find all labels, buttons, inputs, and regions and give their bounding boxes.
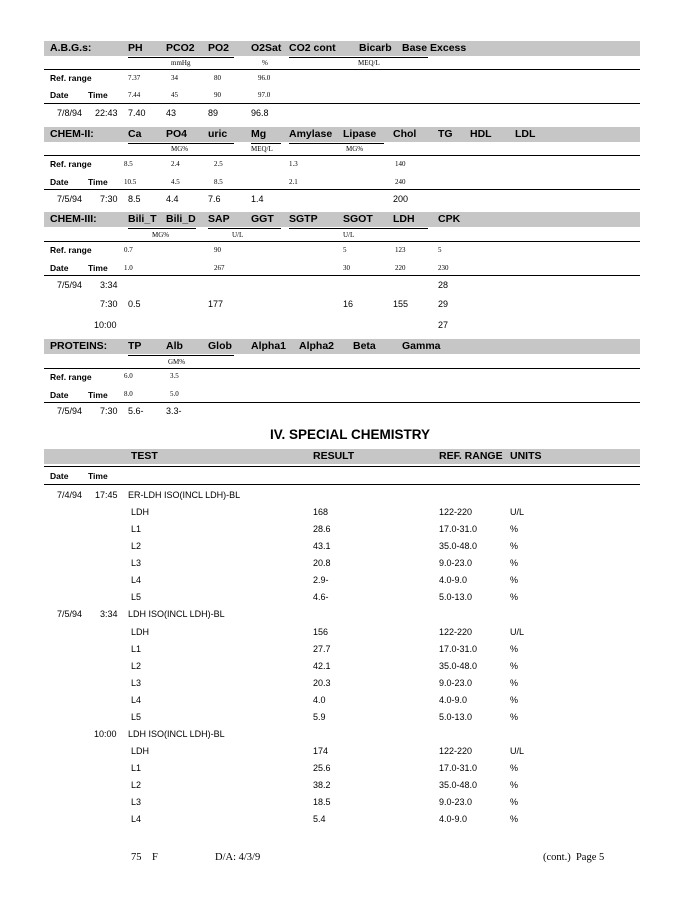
chem2-ref-low: 8.5: [124, 160, 133, 168]
special-item-ref: 4.0-9.0: [439, 575, 468, 585]
special-item-name: LDH: [131, 507, 150, 517]
chem2-ref-high: 10.5: [124, 178, 137, 186]
chem3-ref-high: 220: [395, 264, 406, 272]
special-item-ref: 17.0-31.0: [439, 644, 478, 654]
special-item-name: L3: [131, 797, 142, 807]
proteins-col-alpha2: Alpha2: [299, 340, 335, 352]
chem2-col-hdl: HDL: [470, 128, 492, 140]
special-item-result: 20.8: [313, 558, 331, 568]
chem3-col-bili-d: Bili_D: [166, 213, 196, 225]
abgs-unit-underline: [128, 57, 234, 58]
special-divider: [44, 466, 640, 467]
chem2-row-value: 7.6: [208, 194, 221, 204]
special-item-result: 25.6: [313, 763, 331, 773]
special-item-unit: U/L: [510, 746, 525, 756]
special-item-unit: %: [510, 558, 519, 568]
chem3-row-ldh: 155: [393, 299, 409, 309]
abgs-row-value: 7.40: [128, 108, 146, 118]
abgs-row-value: 96.8: [251, 108, 269, 118]
chem3-unit-underline: [208, 228, 281, 229]
special-item-ref: 17.0-31.0: [439, 524, 478, 534]
chem2-col-ca: Ca: [128, 128, 142, 140]
abgs-ref-low: 7.37: [128, 74, 141, 82]
proteins-ref-high: 5.0: [170, 390, 179, 398]
chem3-unit-mg-pct: MG%: [152, 231, 170, 239]
chem2-ref-high: 240: [395, 178, 406, 186]
chem3-ref-low: 0.7: [124, 246, 133, 254]
chem2-unit-underline: [289, 143, 384, 144]
special-item-result: 27.7: [313, 644, 331, 654]
special-item-name: L5: [131, 712, 142, 722]
abgs-row-value: 89: [208, 108, 219, 118]
special-group-time: 3:34: [100, 609, 118, 619]
special-date-label: Date: [50, 471, 69, 481]
chem2-ref-high: 2.1: [289, 178, 298, 186]
special-item-unit: U/L: [510, 627, 525, 637]
chem3-date-label: Date: [50, 263, 69, 273]
special-item-unit: %: [510, 575, 519, 585]
abgs-ref-high: 97.0: [258, 91, 271, 99]
chem3-ref-label: Ref. range: [50, 245, 92, 255]
special-item-result: 5.9: [313, 712, 326, 722]
special-item-unit: %: [510, 592, 519, 602]
chem3-divider: [44, 241, 640, 242]
abgs-ref-label: Ref. range: [50, 73, 92, 83]
chem3-ref-high: 1.0: [124, 264, 133, 272]
special-item-result: 20.3: [313, 678, 331, 688]
proteins-row-time: 7:30: [100, 406, 118, 416]
chem3-ref-low: 5: [343, 246, 347, 254]
special-item-unit: %: [510, 541, 519, 551]
chem2-ref-low: 2.5: [214, 160, 223, 168]
special-item-name: L4: [131, 814, 142, 824]
special-item-ref: 35.0-48.0: [439, 661, 478, 671]
proteins-ref-label: Ref. range: [50, 372, 92, 382]
chem3-time-label: Time: [88, 263, 108, 273]
special-item-result: 5.4: [313, 814, 326, 824]
chem2-col-lipase: Lipase: [343, 128, 377, 140]
special-item-unit: %: [510, 661, 519, 671]
special-item-name: L5: [131, 592, 142, 602]
special-item-result: 156: [313, 627, 329, 637]
special-item-name: L4: [131, 695, 142, 705]
proteins-row-date: 7/5/94: [57, 406, 83, 416]
chem2-row-date: 7/5/94: [57, 194, 83, 204]
special-item-name: L1: [131, 524, 142, 534]
chem3-ref-high: 230: [438, 264, 449, 272]
special-item-ref: 122-220: [439, 627, 473, 637]
abgs-unit-meql: MEQ/L: [358, 59, 380, 67]
special-item-name: L1: [131, 644, 142, 654]
chem3-row-bili-t: 0.5: [128, 299, 141, 309]
abgs-ref-low: 34: [171, 74, 178, 82]
proteins-ref-low: 3.5: [170, 372, 179, 380]
chem3-row-cpk: 29: [438, 299, 449, 309]
proteins-divider: [44, 402, 640, 403]
chem3-unit-ul: U/L: [232, 231, 244, 239]
special-divider: [44, 484, 640, 485]
chem2-col-amylase: Amylase: [289, 128, 333, 140]
special-item-unit: %: [510, 780, 519, 790]
footer-patient-code: 75 F: [131, 852, 158, 863]
proteins-date-label: Date: [50, 390, 69, 400]
special-item-result: 4.0: [313, 695, 326, 705]
abgs-ref-low: 96.0: [258, 74, 271, 82]
special-item-ref: 5.0-13.0: [439, 712, 473, 722]
special-item-name: LDH: [131, 746, 150, 756]
chem3-row-cpk: 27: [438, 320, 449, 330]
chem3-row-sgot: 16: [343, 299, 354, 309]
special-group-date: 7/5/94: [57, 609, 83, 619]
chem2-unit-underline: [251, 143, 281, 144]
chem2-divider: [44, 155, 640, 156]
chem3-row-time: 3:34: [100, 280, 118, 290]
special-chemistry-title: IV. SPECIAL CHEMISTRY: [269, 427, 431, 442]
abgs-row-value: 43: [166, 108, 177, 118]
footer-page-number: (cont.) Page 5: [543, 852, 605, 863]
special-item-result: 38.2: [313, 780, 331, 790]
special-group-date: 7/4/94: [57, 490, 83, 500]
abgs-col-pco2: PCO2: [166, 42, 195, 54]
abgs-col-co2cont: CO2 cont: [289, 42, 336, 54]
proteins-col-alb: Alb: [166, 340, 183, 352]
special-item-ref: 9.0-23.0: [439, 797, 473, 807]
chem3-unit-underline: [128, 228, 196, 229]
chem3-divider: [44, 275, 640, 276]
chem2-row-value: 1.4: [251, 194, 264, 204]
special-item-result: 2.9-: [313, 575, 329, 585]
special-item-ref: 9.0-23.0: [439, 678, 473, 688]
chem2-col-chol: Chol: [393, 128, 417, 140]
chem2-row-value: 4.4: [166, 194, 179, 204]
chem2-ref-low: 2.4: [171, 160, 180, 168]
chem2-ref-high: 8.5: [214, 178, 223, 186]
chem3-ref-low: 90: [214, 246, 221, 254]
chem3-row-time: 10:00: [94, 320, 117, 330]
special-col-result: RESULT: [313, 450, 355, 462]
abgs-ref-high: 7.44: [128, 91, 141, 99]
special-item-ref: 35.0-48.0: [439, 541, 478, 551]
chem3-ref-high: 30: [343, 264, 350, 272]
special-item-ref: 17.0-31.0: [439, 763, 478, 773]
special-item-unit: %: [510, 814, 519, 824]
chem2-unit-mg-pct: MG%: [171, 145, 189, 153]
chem3-col-bili-t: Bili_T: [128, 213, 157, 225]
chem2-row-value: 200: [393, 194, 409, 204]
special-group-time: 10:00: [94, 729, 117, 739]
special-item-name: L2: [131, 780, 142, 790]
special-item-unit: %: [510, 797, 519, 807]
chem3-row-cpk: 28: [438, 280, 449, 290]
proteins-ref-low: 6.0: [124, 372, 133, 380]
chem3-col-cpk: CPK: [438, 213, 461, 225]
chem2-ref-label: Ref. range: [50, 159, 92, 169]
proteins-col-tp: TP: [128, 340, 142, 352]
abgs-divider: [44, 69, 640, 70]
proteins-col-gamma: Gamma: [402, 340, 441, 352]
chem2-ref-low: 140: [395, 160, 406, 168]
special-item-name: LDH: [131, 627, 150, 637]
chem2-unit-meql: MEQ/L: [251, 145, 273, 153]
special-item-ref: 35.0-48.0: [439, 780, 478, 790]
special-item-ref: 4.0-9.0: [439, 814, 468, 824]
special-item-ref: 122-220: [439, 746, 473, 756]
chem2-time-label: Time: [88, 177, 108, 187]
chem2-col-ldl: LDL: [515, 128, 536, 140]
footer-admit-date: D/A: 4/3/9: [215, 852, 261, 863]
special-item-result: 43.1: [313, 541, 331, 551]
chem2-ref-high: 4.5: [171, 178, 180, 186]
chem3-unit-underline: [289, 228, 428, 229]
abgs-ref-low: 80: [214, 74, 221, 82]
abgs-row-date: 7/8/94: [57, 108, 83, 118]
chem2-divider: [44, 189, 640, 190]
chem2-col-tg: TG: [438, 128, 453, 140]
special-col-units: UNITS: [510, 450, 542, 462]
special-col-ref-range: REF. RANGE: [439, 450, 503, 462]
special-item-result: 18.5: [313, 797, 331, 807]
proteins-section-label: PROTEINS:: [50, 340, 108, 352]
abgs-time-label: Time: [88, 90, 108, 100]
abgs-section-label: A.B.G.s:: [50, 42, 92, 54]
special-item-result: 42.1: [313, 661, 331, 671]
special-time-label: Time: [88, 471, 108, 481]
chem3-section-label: CHEM-III:: [50, 213, 97, 225]
special-col-test: TEST: [131, 450, 158, 462]
proteins-time-label: Time: [88, 390, 108, 400]
abgs-col-o2sat: O2Sat: [251, 42, 282, 54]
abgs-unit-mmhg: mmHg: [171, 59, 191, 67]
proteins-col-alpha1: Alpha1: [251, 340, 287, 352]
abgs-ref-high: 90: [214, 91, 221, 99]
special-item-unit: %: [510, 678, 519, 688]
chem3-col-sgot: SGOT: [343, 213, 373, 225]
chem2-unit-mg-pct: MG%: [346, 145, 364, 153]
special-item-name: L3: [131, 558, 142, 568]
proteins-col-beta: Beta: [353, 340, 376, 352]
chem3-col-sap: SAP: [208, 213, 230, 225]
chem3-unit-ul: U/L: [343, 231, 355, 239]
chem2-unit-underline: [128, 143, 234, 144]
chem2-row-time: 7:30: [100, 194, 118, 204]
special-item-name: L4: [131, 575, 142, 585]
special-item-ref: 4.0-9.0: [439, 695, 468, 705]
chem2-col-uric: uric: [208, 128, 228, 140]
special-item-name: L2: [131, 541, 142, 551]
chem3-row-date: 7/5/94: [57, 280, 83, 290]
special-item-ref: 5.0-13.0: [439, 592, 473, 602]
chem3-row-sap: 177: [208, 299, 224, 309]
special-item-unit: %: [510, 524, 519, 534]
proteins-unit-underline: [128, 355, 234, 356]
proteins-col-glob: Glob: [208, 340, 232, 352]
abgs-row-time: 22:43: [95, 108, 118, 118]
proteins-unit-gm-pct: GM%: [168, 358, 186, 366]
abgs-unit-pct: %: [262, 59, 268, 67]
abgs-divider: [44, 103, 640, 104]
special-group-test: LDH ISO(INCL LDH)-BL: [128, 609, 225, 619]
chem2-date-label: Date: [50, 177, 69, 187]
chem2-col-mg: Mg: [251, 128, 267, 140]
abgs-col-bicarb: Bicarb: [359, 42, 392, 54]
abgs-col-base-excess: Base Excess: [402, 42, 467, 54]
chem3-ref-low: 5: [438, 246, 442, 254]
special-item-unit: %: [510, 712, 519, 722]
special-item-unit: %: [510, 763, 519, 773]
abgs-col-ph: PH: [128, 42, 143, 54]
special-group-test: LDH ISO(INCL LDH)-BL: [128, 729, 225, 739]
special-item-unit: U/L: [510, 507, 525, 517]
chem3-col-ggt: GGT: [251, 213, 274, 225]
proteins-ref-high: 8.0: [124, 390, 133, 398]
chem3-col-ldh: LDH: [393, 213, 415, 225]
abgs-ref-high: 45: [171, 91, 178, 99]
special-group-time: 17:45: [95, 490, 118, 500]
special-item-unit: %: [510, 644, 519, 654]
chem2-col-po4: PO4: [166, 128, 188, 140]
chem2-ref-low: 1.3: [289, 160, 298, 168]
chem3-ref-high: 267: [214, 264, 225, 272]
special-item-result: 168: [313, 507, 329, 517]
special-item-ref: 122-220: [439, 507, 473, 517]
chem3-col-sgtp: SGTP: [289, 213, 318, 225]
special-item-ref: 9.0-23.0: [439, 558, 473, 568]
chem3-ref-low: 123: [395, 246, 406, 254]
abgs-date-label: Date: [50, 90, 69, 100]
chem2-section-label: CHEM-II:: [50, 128, 94, 140]
special-item-name: L2: [131, 661, 142, 671]
proteins-row-value: 5.6-: [128, 406, 144, 416]
special-item-result: 4.6-: [313, 592, 329, 602]
chem2-row-value: 8.5: [128, 194, 141, 204]
special-item-result: 174: [313, 746, 329, 756]
chem3-row-time: 7:30: [100, 299, 118, 309]
special-item-name: L1: [131, 763, 142, 773]
special-item-unit: %: [510, 695, 519, 705]
special-item-name: L3: [131, 678, 142, 688]
proteins-row-value: 3.3-: [166, 406, 182, 416]
abgs-col-po2: PO2: [208, 42, 230, 54]
special-group-test: ER-LDH ISO(INCL LDH)-BL: [128, 490, 241, 500]
abgs-unit-underline: [289, 57, 428, 58]
special-item-result: 28.6: [313, 524, 331, 534]
proteins-divider: [44, 368, 640, 369]
